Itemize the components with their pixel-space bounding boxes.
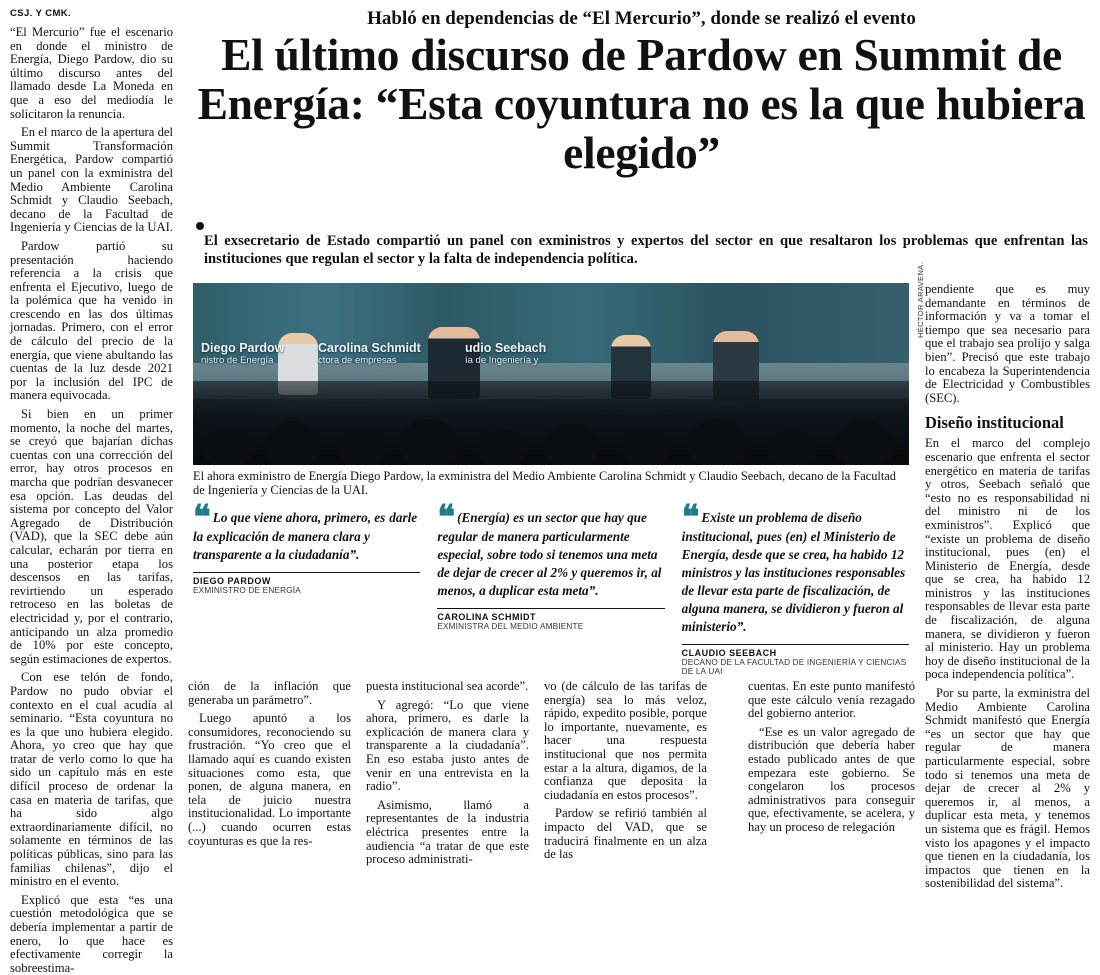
paragraph: En el marco de la apertura del Summit Transformación Energética, Pardow compartió un panel con la exministra del Medio Ambiente Carolina Schmidt y Claudio Seebach, decano de la Facultad de Ingeniería y Ciencias de la UAI. <box>10 125 173 235</box>
page-title: El último discurso de Pardow en Summit de Energía: “Esta coyuntura no es la que hubiera elegido” <box>197 29 1086 178</box>
paragraph: Y agregó: “Lo que viene ahora, primero, es darle la explicación de manera clara y transparente a la ciudadanía”. En eso estaba justo antes de venir en una entrevista en la radio”. <box>366 697 529 794</box>
pull-quote <box>681 500 909 676</box>
body-column-2 <box>366 680 529 867</box>
photo-credit: HÉCTOR ARAVENA. <box>916 262 925 338</box>
quote-mark-icon: ❝ <box>681 500 698 536</box>
quote-attribution <box>193 572 420 595</box>
quote-mark-icon: ❝ <box>193 500 209 536</box>
quote-role: EXMINISTRA DEL MEDIO AMBIENTE <box>437 622 584 631</box>
audience-head <box>623 431 667 465</box>
nametag-pardow <box>201 341 284 366</box>
paragraph: Pardow se refirió también al impacto del VAD, que se traducirá finalmente en un alza de las <box>544 806 707 862</box>
paragraph: Con ese telón de fondo, Pardow no pudo obviar el contexto en el cual acudía al seminario. “Esta coyuntura no es la que uno hubiera elegido. Ahora, yo creo que hay que tratar de verlo como lo que ha sido un capítulo más en este difícil proceso de ordenar la casa en materia de tarifas, que ha sido algo extraordinariamente difícil, no solamente en términos de las políticas públicas, sino para las familias chilenas”, dijo el ministro en el evento. <box>10 670 173 889</box>
nametag-schmidt <box>318 341 421 366</box>
audience-head <box>835 421 893 465</box>
audience-head <box>267 421 319 465</box>
quote-name: CLAUDIO SEEBACH <box>681 648 777 658</box>
paragraph: Pardow partió su presentación haciendo referencia a la crisis que enfrenta el Ejecutivo, luego de la polémica que ha venido in crescendo en las dos últimas jornadas. Primero, con el error de cálculo del precio de la energía, que viene abultando las cuentas de la luz desde 2021 por la inclusión del IPC de manera equivocada. <box>10 238 173 403</box>
quote-name: CAROLINA SCHMIDT <box>437 612 536 622</box>
paragraph: “Ese es un valor agregado de distribución que debería haber estado publicado antes de que empezara este gobierno. Se congelaron los procesos administrativos para conseguir que, efectivamente, se acelera, y hay un proceso de relegación <box>748 724 915 834</box>
paragraph: pendiente que es muy demandante en términos de información y va a tomar el tiempo que sea necesario para que el trabajo sea prolijo y salga bien”. Precisó que este trabajo lo encabeza la Superintendencia de Electricidad y Combustibles (SEC). <box>925 282 1090 405</box>
byline: CSJ. Y CMK. <box>10 8 72 19</box>
quote-mark-icon: ❝ <box>437 500 454 536</box>
nametag-role: ctora de empresas <box>318 355 397 366</box>
paragraph: “El Mercurio” fue el escenario en donde el ministro de Energía, Diego Pardow, dio su último discurso antes del llamado desde La Moneda en que a eso del mediodía le solicitaron la renuncia. <box>10 25 173 121</box>
audience-head <box>479 429 525 465</box>
standfirst: El exsecretario de Estado compartió un panel con exministros y expertos del sector en que resaltaron los problemas que enfrentan las instituciones que regulan el sector y la falta de independencia política. <box>204 233 1088 268</box>
quote-attribution <box>437 608 664 631</box>
quote-lead: Existe un problema de diseño institucional, <box>681 510 862 544</box>
audience-head <box>545 423 599 465</box>
pull-quote <box>437 500 664 676</box>
body-column <box>10 680 173 867</box>
audience-head <box>341 431 385 465</box>
paragraph: Luego apuntó a los consumidores, reconociendo su frustración. “Yo creo que el llamado aquí es cuando existen situaciones como esta, que ponen, de alguna manera, en tela de juicio nuestra institucionalidad. Lo importante (...) cuando ocurren estas coyunturas es que la res- <box>188 711 351 848</box>
audience-head <box>689 419 745 465</box>
photo-caption: El ahora exministro de Energía Diego Pardow, la exministra del Medio Ambiente Carolina Schmidt y Claudio Seebach, decano de la Facultad de Ingeniería y Ciencias de la UAI. <box>193 469 896 497</box>
audience-head <box>769 429 815 465</box>
section-subhead: Diseño institucional <box>925 413 1064 433</box>
kicker: Habló en dependencias de “El Mercurio”, donde se realizó el evento <box>367 8 916 29</box>
body-column-4 <box>748 680 915 835</box>
quote-lead: Lo que viene ahora, primero, es <box>212 510 386 525</box>
paragraph: Asimismo, llamó a representantes de la industria eléctrica presentes entre la audiencia “a tratar de que este proceso administrati- <box>366 797 529 867</box>
paragraph: ción de la inflación que generaba un parámetro”. <box>188 679 351 707</box>
quote-role: EXMINISTRO DE ENERGÍA <box>193 586 301 595</box>
audience-head <box>205 427 251 465</box>
body-column-3 <box>544 680 707 867</box>
paragraph: Explicó que esta “es una cuestión metodológica que se debería implementar a partir de enero, lo que hace es efectivamente corregir la sobreestima- <box>10 892 173 975</box>
nametag-role: ía de Ingeniería y <box>465 355 539 366</box>
photo-image <box>193 283 909 465</box>
nametag-role: nistro de Energía <box>201 355 274 366</box>
audience-head <box>401 419 457 465</box>
quote-rest: de manera particularmente especial, sobre todo si tenemos una meta de dejar de crecer al 2% y queremos ir, al menos, a duplicar esta meta”. <box>437 529 662 598</box>
quote-role: DECANO DE LA FACULTAD DE INGENIERÍA Y CIENCIAS DE LA UAI <box>681 658 907 676</box>
right-column <box>925 283 1090 891</box>
paragraph: Si bien en un primer momento, la noche del martes, se creyó que bajarían dichas cuentas con una corrección del error, hay otros procesos en marcha que podrían desvanecer esa opción. Las deudas del sistema por concepto del Valor Agregado de Distribución (VAD), que la SEC debe aún calcular, echarán por tierra en una posterior etapa los descensos en las tarifas, revirtiendo un esperado retroceso en las boletas de electricidad y, por el contrario, anticipando un alza promedio de 10% por este concepto, según estimaciones de expertos. <box>10 407 173 666</box>
bullet-marker <box>196 222 204 230</box>
article-photo <box>193 283 909 465</box>
nametag-seebach <box>465 341 546 366</box>
nametag-name: udio Seebach <box>465 341 547 355</box>
pull-quotes <box>193 500 909 676</box>
nametag-name: Diego Pardow <box>201 341 285 355</box>
paragraph: Por su parte, la exministra del Medio Ambiente Carolina Schmidt manifestó que Energía “es un sector que hay que regular de manera particularmente especial, sobre todo si tenemos una meta de dejar de crecer al 2% y queremos ir, al menos, a duplicar esta meta, y tenemos un sistema que es frágil. Hemos visto los apagones y el impacto que tienen en la ciudadanía, los impactos que tienen en la sostenibilidad del sistema”. <box>925 686 1090 891</box>
paragraph: En el marco del complejo escenario que enfrenta el sector energético en materia de tarifas y otros, Seebach señaló que “esto no es responsabilidad ni del ministro ni de los exministros”. Explicó que “existe un problema de diseño institucional, pues (en) el Ministerio de Energía, desde que se crea, ha habido 12 ministros y las instituciones responsables de llevar esta parte de fiscalización, de alguna manera, se dividieron y fueron al ministerio. Hay un problema hoy de diseño institucional de la poca independencia política”. <box>925 436 1090 682</box>
quote-rest: pues (en) el Ministerio de Energía, desde que se crea, ha habido 12 ministros y las instituciones responsables de llevar esta parte de fiscalización, de alguna manera, se dividieron y fueron al ministerio”. <box>681 529 906 634</box>
nametag-name: Carolina Schmidt <box>318 341 421 355</box>
quote-lead: (Energía) es un sector que hay que regular <box>437 510 647 544</box>
quote-attribution <box>682 644 909 676</box>
body-column-1 <box>188 680 351 867</box>
paragraph: cuentas. En este punto manifestó que este cálculo venía rezagado del gobierno anterior. <box>748 679 915 721</box>
quote-name: DIEGO PARDOW <box>193 576 271 586</box>
pull-quote <box>193 500 420 676</box>
quote-rest: darle la explicación de manera clara y transparente a la ciudadanía”. <box>193 510 418 562</box>
paragraph: vo (de cálculo de las tarifas de energía) sea lo más veloz, rápido, expedito posible, porque lo importante, nuevamente, es hacer una respuesta institucional que nos permita estar a la altura, digamos, de la confianza que deposita la ciudadanía en estos procesos”. <box>544 679 707 802</box>
paragraph: puesta institucional sea acorde”. <box>366 679 529 693</box>
